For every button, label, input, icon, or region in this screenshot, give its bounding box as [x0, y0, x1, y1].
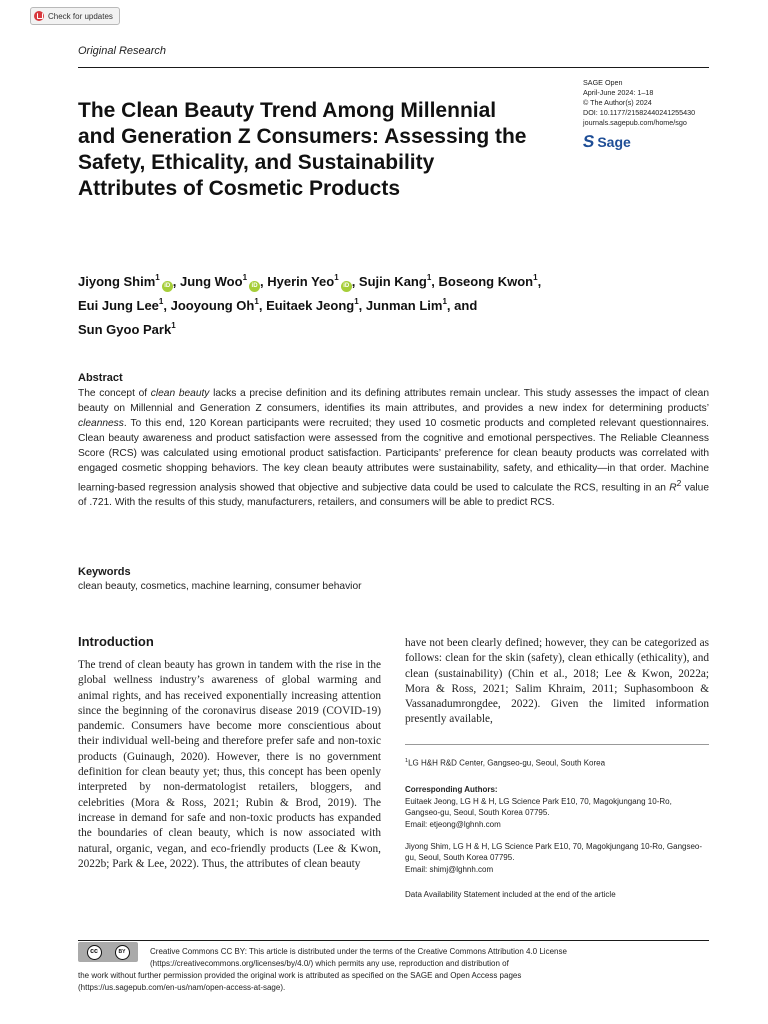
top-divider: [78, 67, 709, 68]
author-name: Hyerin Yeo: [267, 274, 335, 289]
author-name: Euitaek Jeong: [266, 298, 355, 313]
sage-s-icon: S: [581, 132, 596, 151]
author[interactable]: [78, 322, 176, 337]
author-affiliation-marker: 1: [442, 297, 447, 306]
orcid-icon[interactable]: iD: [341, 281, 352, 292]
journal-name: SAGE Open: [583, 78, 623, 87]
author-affiliation-marker: 1: [171, 321, 176, 330]
corresponding-email-2[interactable]: Email: shimj@lghnh.com: [405, 864, 494, 874]
footnotes: [405, 756, 709, 901]
author-name: Jiyong Shim: [78, 274, 156, 289]
author-name: Jung Woo: [179, 274, 243, 289]
author[interactable]: [359, 274, 431, 289]
by-icon: BY: [115, 945, 130, 960]
article-title: The Clean Beauty Trend Among Millennial and Generation Z Consumers: Assessing the Safety, Ethicality, and Sustainability Attributes of Cosmetic Products: [78, 99, 527, 200]
keywords-list: clean beauty, cosmetics, machine learning, consumer behavior: [78, 581, 362, 592]
license-line-1: Creative Commons CC BY: This article is distributed under the terms of the Creative Commons Attribution 4.0 License: [150, 947, 567, 956]
abstract-emphasis: cleanness: [78, 418, 124, 429]
bookmark-icon: [34, 11, 44, 21]
check-for-updates-label: Check for updates: [48, 11, 113, 21]
footnote-divider: [405, 744, 709, 745]
sage-logo-text: Sage: [597, 134, 631, 150]
check-for-updates-button[interactable]: [30, 7, 120, 25]
introduction-column-right: have not been clearly defined; however, they can be categorized as follows: clean for the skin (safety), clean ethically (ethicality), and clean (sustainability) (Chin et al., 2018; Lee & Kwon, 2022a; Mora & Ross, 2021; Salim Khraim, 2011; Suphasomboon & Vassanadumrongdee, 2022). Given the limited information presently available,: [405, 637, 709, 726]
license-line-3: the work without further permission provided the original work is attributed as specified on the SAGE and Open Access pages: [78, 971, 522, 980]
orcid-icon[interactable]: iD: [249, 281, 260, 292]
abstract-heading: Abstract: [78, 372, 123, 384]
author[interactable]: [180, 274, 260, 289]
journal-copyright: © The Author(s) 2024: [583, 98, 652, 107]
affiliation-note: [405, 756, 709, 769]
r-squared-exponent: 2: [676, 478, 682, 488]
author-name: Eui Jung Lee: [78, 298, 159, 313]
author-affiliation-marker: 1: [354, 297, 359, 306]
license-divider: [78, 940, 709, 941]
abstract-body: [78, 386, 709, 510]
corresponding-email-1[interactable]: Email: etjeong@lghnh.com: [405, 820, 501, 830]
license-line-2[interactable]: (https://creativecommons.org/licenses/by/4.0/) which permits any use, reproduction and distribution of: [150, 959, 509, 968]
author-affiliation-marker: 1: [155, 273, 160, 282]
author-affiliation-marker: 1: [334, 273, 339, 282]
abstract-emphasis: clean beauty: [150, 388, 210, 399]
orcid-icon[interactable]: iD: [162, 281, 173, 292]
author-name: Junman Lim: [365, 298, 443, 313]
abstract-text: The concept of: [78, 388, 151, 399]
author-name: Jooyoung Oh: [170, 298, 255, 313]
author[interactable]: [78, 274, 173, 289]
r-squared-symbol: R: [669, 482, 677, 494]
journal-meta: [583, 78, 695, 128]
author[interactable]: [267, 274, 351, 289]
cc-icon: cc: [87, 945, 102, 960]
author-affiliation-marker: 1: [254, 297, 259, 306]
author-list: Jiyong Shim$^1$iD , Jung Woo$^1$iD , Hyerin Yeo$^1$iD , Sujin Kang$^1$, Boseong Kwon$^1$, Eui Jung Lee$^1$, Jooyoung Oh$^1$, Euitaek Jeong$^1$, Junman Lim$^1$, and Sun Gyoo Park$^1$: [78, 273, 542, 337]
author[interactable]: [366, 298, 447, 313]
sage-logo: [583, 132, 631, 152]
author-name: Sujin Kang: [358, 274, 427, 289]
section-label: Original Research: [78, 45, 167, 57]
corresponding-address-2: Jiyong Shim, LG H & H, LG Science Park E10, 70, Magokjungang 10-Ro, Gangseo-gu, Seoul, South Korea 07795.: [405, 841, 703, 863]
author-affiliation-marker: 1: [242, 273, 248, 282]
author[interactable]: [439, 274, 538, 289]
introduction-heading: Introduction: [78, 634, 154, 649]
author[interactable]: [171, 298, 259, 313]
abstract-text: value of .721. With the results of this study, manufacturers, retailers, and consumers will be able to predict RCS.: [78, 482, 709, 509]
journal-issue: April-June 2024: 1–18: [583, 88, 654, 97]
author-affiliation-marker: 1: [158, 297, 164, 306]
corresponding-address-1: Euitaek Jeong, LG H & H, LG Science Park E10, 70, Magokjungang 10-Ro, Gangseo-gu, Seoul, South Korea 07795.: [405, 796, 672, 818]
affiliation-text: LG H&H R&D Center, Gangseo-gu, Seoul, South Korea: [408, 758, 606, 768]
introduction-column-left: The trend of clean beauty has grown in tandem with the rise in the global wellness industry’s awareness of global warming and animal rights, and has received exponentially increasing attention since the beginning of the coronavirus disease 2019 (COVID-19) pandemic. Consumers have become more conscientious about their individual well-being and therefore prefer safe and non-toxic products (Guinaugh, 2020). However, there is no government definition for clean beauty yet; thus, this concept has been openly interpreted by non-dermatologist retailers, bloggers, and celebrities (Mora & Ross, 2021; Rubin & Brod, 2019). The increase in demand for safe and non-toxic products has expanded the boundaries of clean beauty, which is now associated with natural, organic, vegan, and eco-friendly products (Lee & Kwon, 2022b; Park & Lee, 2022). Thus, the attributes of clean beauty: [78, 659, 381, 870]
keywords-heading: Keywords: [78, 566, 131, 578]
author-affiliation-marker: 1: [426, 273, 432, 282]
affiliation-marker: 1: [405, 758, 409, 764]
author[interactable]: [78, 298, 163, 313]
author-name: Sun Gyoo Park: [78, 322, 172, 337]
data-availability-statement: Data Availability Statement included at the end of the article: [405, 890, 616, 900]
license-text: [78, 946, 678, 994]
abstract-text: lacks a precise definition and its defining attributes remain unclear. This study assesses the impact of clean beauty on Millennial and Generation Z consumers, identifies its main attributes, and provides a new index for determining products’: [78, 388, 709, 414]
journal-url[interactable]: journals.sagepub.com/home/sgo: [583, 118, 687, 127]
author-affiliation-marker: 1: [533, 273, 538, 282]
journal-doi[interactable]: DOI: 10.1177/21582440241255430: [583, 108, 696, 117]
author[interactable]: [266, 298, 359, 313]
author-name: Boseong Kwon: [438, 274, 534, 289]
license-line-4[interactable]: (https://us.sagepub.com/en-us/nam/open-access-at-sage).: [78, 983, 286, 992]
abstract-text: . To this end, 120 Korean participants were recruited; they used 10 cosmetic products and completed relevant questionnaires. Clean beauty awareness and product satisfaction were assessed from the cognitive and emotional perspectives. The Reliable Cleanness Score (RCS) was calculated using emotional product satisfaction. Participants’ preference for clean beauty products was correlated with engaged cosmetic shopping behaviors. The key clean beauty attributes were sustainability, safety, and ethicality—in that order. Machine learning-based regression analysis showed that objective and subjective data could be used to calculate the RCS, resulting in an: [78, 418, 709, 494]
corresponding-heading: Corresponding Authors:: [405, 785, 498, 795]
